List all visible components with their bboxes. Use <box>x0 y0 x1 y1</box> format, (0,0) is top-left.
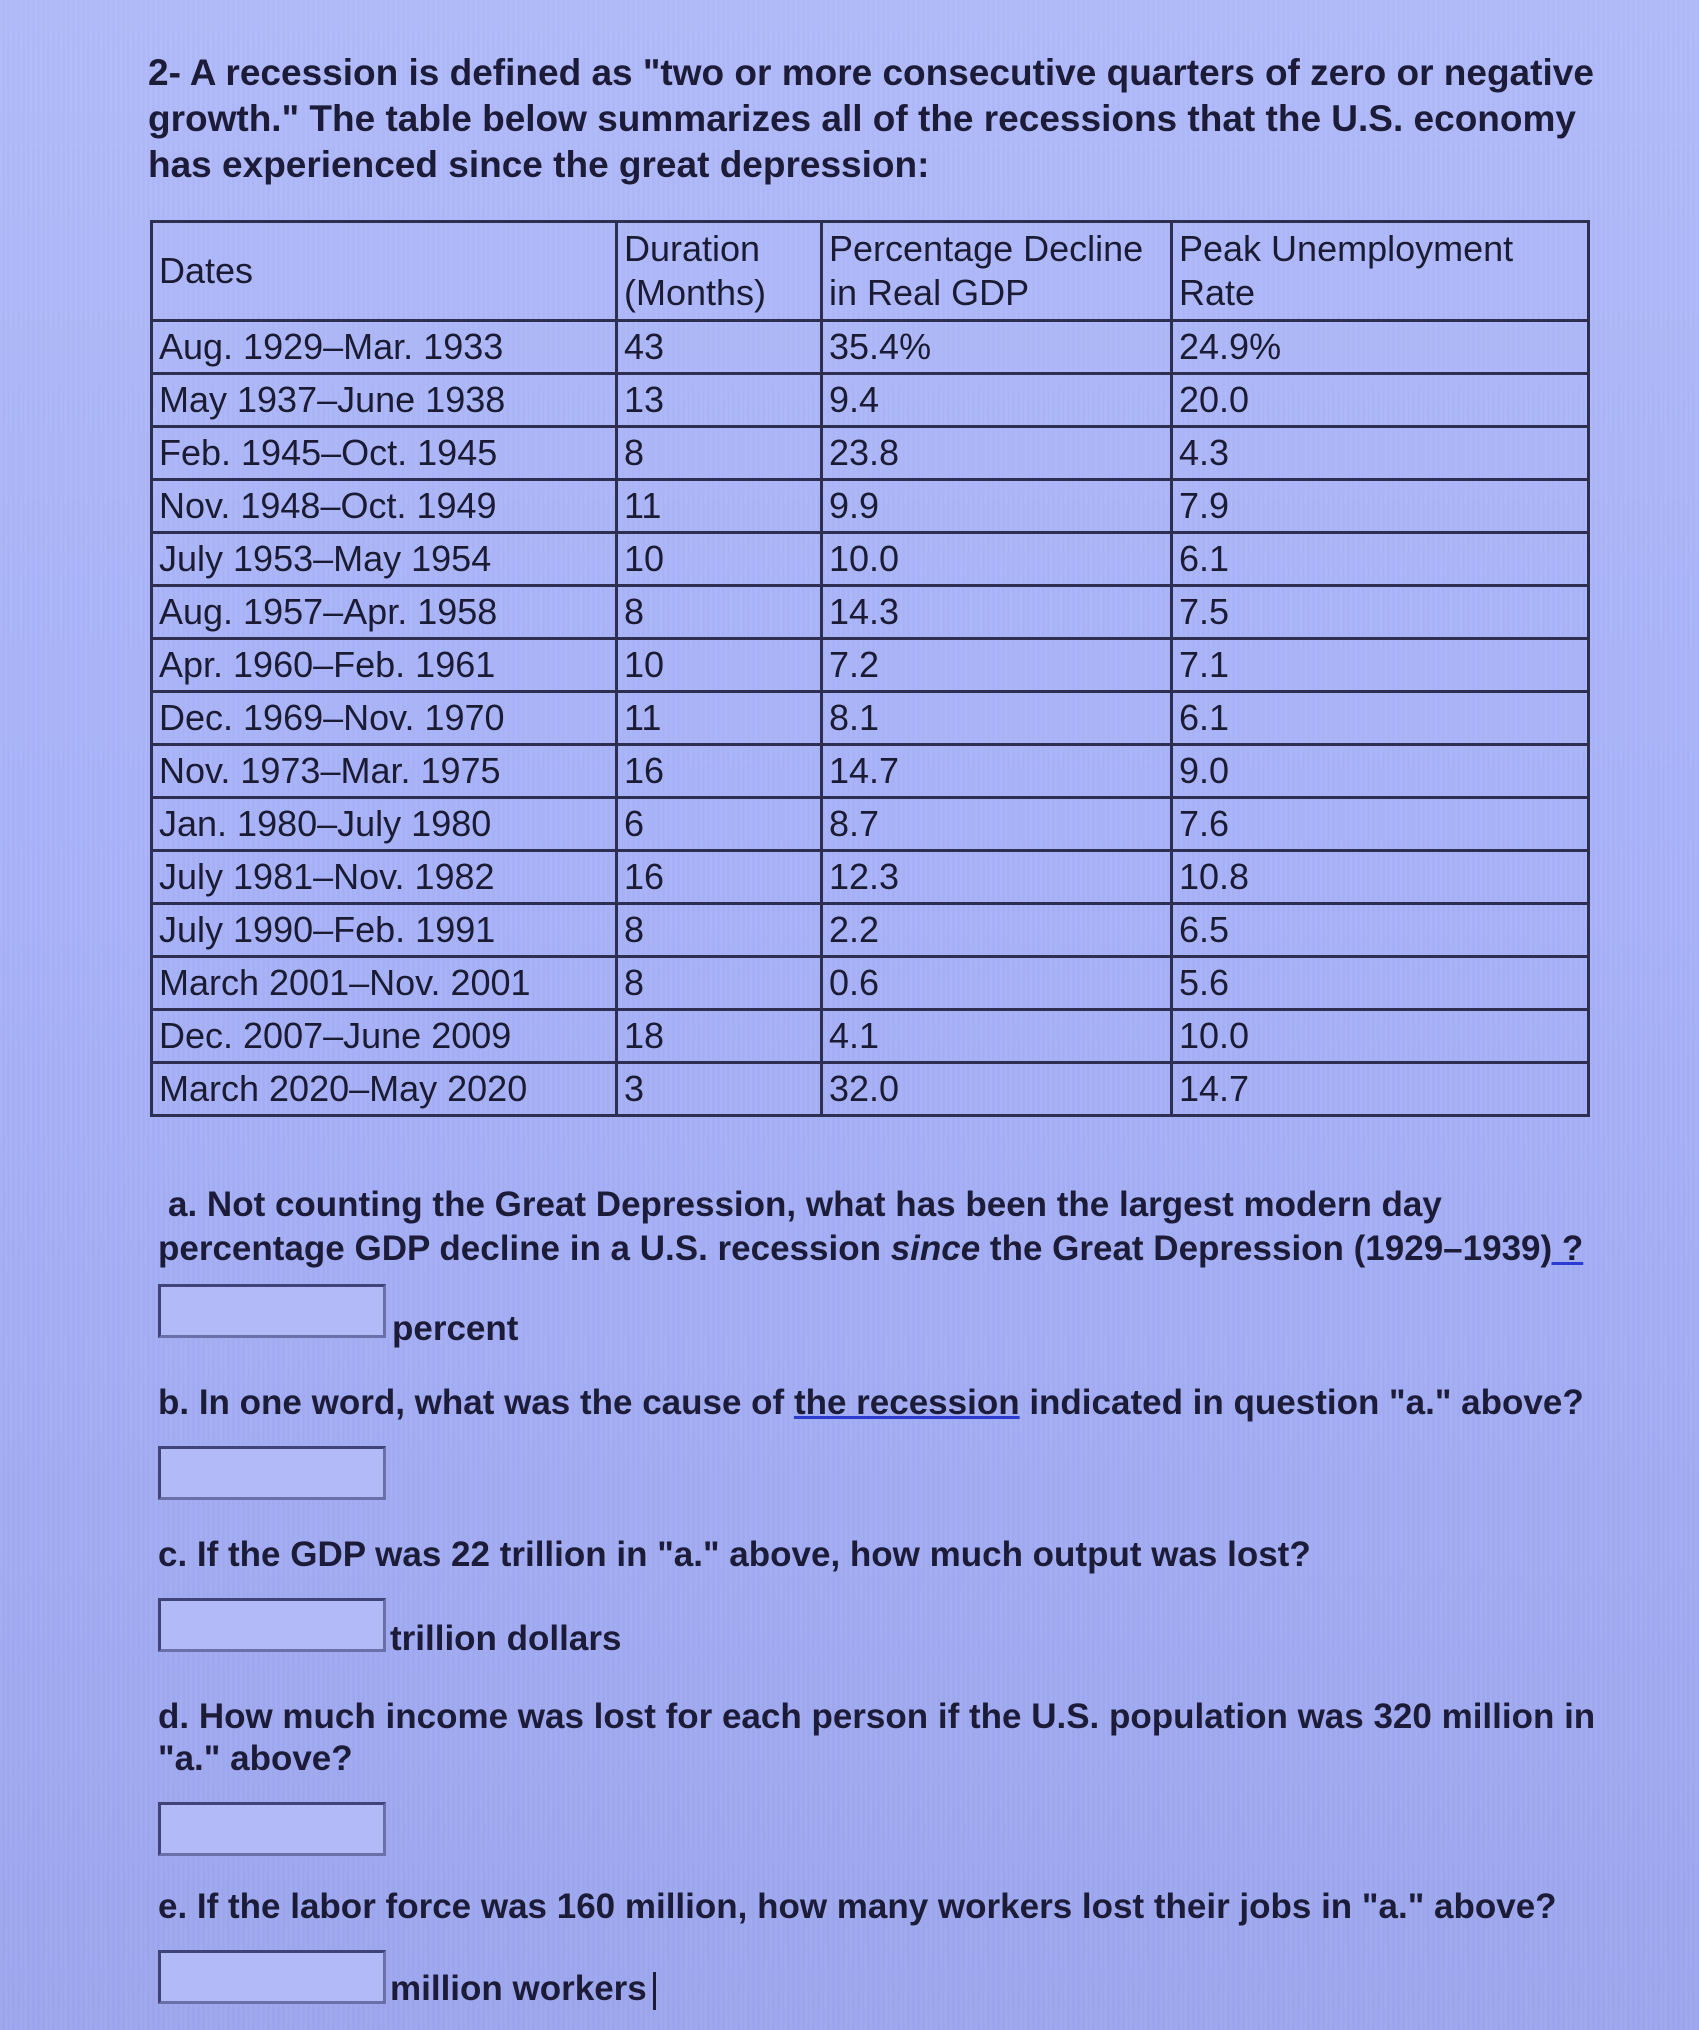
table-row <box>152 480 1589 533</box>
question-c-answer-input[interactable] <box>158 1598 386 1652</box>
cell-duration: 11 <box>617 480 822 533</box>
question-e-answer-input[interactable] <box>158 1950 386 2004</box>
cell-gdp-decline: 14.3 <box>822 586 1172 639</box>
header-peak-unemployment: Peak Unemployment Rate <box>1172 222 1589 321</box>
cell-peak-unemployment: 7.9 <box>1172 480 1589 533</box>
cell-dates: July 1990–Feb. 1991 <box>152 904 617 957</box>
recessions-table <box>150 220 1590 1117</box>
cell-gdp-decline: 23.8 <box>822 427 1172 480</box>
cell-gdp-decline: 8.1 <box>822 692 1172 745</box>
cell-dates: Dec. 1969–Nov. 1970 <box>152 692 617 745</box>
table-row <box>152 321 1589 374</box>
cell-peak-unemployment: 7.6 <box>1172 798 1589 851</box>
question-a-line2-text: percentage GDP decline in a U.S. recession <box>158 1229 891 1268</box>
cell-peak-unemployment: 7.5 <box>1172 586 1589 639</box>
question-e-unit <box>390 1968 656 2010</box>
text-cursor <box>653 1972 656 2010</box>
cell-duration: 8 <box>617 427 822 480</box>
cell-dates: Aug. 1929–Mar. 1933 <box>152 321 617 374</box>
intro-paragraph: 2- A recession is defined as "two or more consecutive quarters of zero or negative growth." The table below summarizes all of the recessions that the U.S. economy has experienced since the great depression: <box>148 52 1594 185</box>
question-e-unit-text: million workers <box>390 1969 647 2008</box>
question-c: c. If the GDP was 22 trillion in "a." above, how much output was lost? <box>158 1535 1311 1574</box>
cell-peak-unemployment: 5.6 <box>1172 957 1589 1010</box>
table-header-row <box>152 222 1589 321</box>
table-row <box>152 798 1589 851</box>
cell-duration: 10 <box>617 639 822 692</box>
cell-gdp-decline: 4.1 <box>822 1010 1172 1063</box>
cell-duration: 16 <box>617 851 822 904</box>
cell-duration: 18 <box>617 1010 822 1063</box>
cell-duration: 8 <box>617 904 822 957</box>
question-a-line1: a. Not counting the Great Depression, what has been the largest modern day <box>168 1185 1442 1224</box>
cell-gdp-decline: 2.2 <box>822 904 1172 957</box>
cell-duration: 3 <box>617 1063 822 1116</box>
cell-gdp-decline: 14.7 <box>822 745 1172 798</box>
question-b-link[interactable]: the recession <box>793 1383 1020 1422</box>
cell-dates: Dec. 2007–June 2009 <box>152 1010 617 1063</box>
table-row <box>152 427 1589 480</box>
question-b-tail: indicated in question "a." above? <box>1019 1383 1584 1422</box>
cell-duration: 16 <box>617 745 822 798</box>
cell-duration: 8 <box>617 957 822 1010</box>
cell-gdp-decline: 9.4 <box>822 374 1172 427</box>
header-dates: Dates <box>152 222 617 321</box>
cell-peak-unemployment: 9.0 <box>1172 745 1589 798</box>
cell-gdp-decline: 7.2 <box>822 639 1172 692</box>
table-row <box>152 639 1589 692</box>
table-row <box>152 745 1589 798</box>
table-body <box>152 321 1589 1116</box>
cell-duration: 10 <box>617 533 822 586</box>
question-d-line1: d. How much income was lost for each person if the U.S. population was 320 million in <box>158 1697 1596 1736</box>
cell-dates: Apr. 1960–Feb. 1961 <box>152 639 617 692</box>
cell-dates: Aug. 1957–Apr. 1958 <box>152 586 617 639</box>
cell-duration: 13 <box>617 374 822 427</box>
cell-peak-unemployment: 7.1 <box>1172 639 1589 692</box>
question-a-link[interactable]: ) ? <box>1540 1229 1584 1268</box>
cell-dates: Jan. 1980–July 1980 <box>152 798 617 851</box>
cell-peak-unemployment: 10.8 <box>1172 851 1589 904</box>
cell-gdp-decline: 35.4% <box>822 321 1172 374</box>
cell-duration: 43 <box>617 321 822 374</box>
table-row <box>152 374 1589 427</box>
header-gdp-decline: Percentage Decline in Real GDP <box>822 222 1172 321</box>
cell-duration: 11 <box>617 692 822 745</box>
question-a-answer-input[interactable] <box>158 1284 386 1338</box>
question-a-unit: percent <box>392 1309 519 1348</box>
cell-gdp-decline: 10.0 <box>822 533 1172 586</box>
cell-duration: 8 <box>617 586 822 639</box>
cell-peak-unemployment: 24.9% <box>1172 321 1589 374</box>
table-row <box>152 533 1589 586</box>
table-row <box>152 1010 1589 1063</box>
cell-dates: March 2020–May 2020 <box>152 1063 617 1116</box>
cell-gdp-decline: 12.3 <box>822 851 1172 904</box>
cell-peak-unemployment: 6.1 <box>1172 533 1589 586</box>
cell-dates: July 1981–Nov. 1982 <box>152 851 617 904</box>
question-b <box>158 1382 1638 1424</box>
question-a-line2-tail: the Great Depression (1929–1939 <box>980 1229 1541 1268</box>
table-row <box>152 904 1589 957</box>
question-e: e. If the labor force was 160 million, how many workers lost their jobs in "a." above? <box>158 1887 1557 1926</box>
cell-duration: 6 <box>617 798 822 851</box>
cell-dates: Nov. 1973–Mar. 1975 <box>152 745 617 798</box>
cell-peak-unemployment: 4.3 <box>1172 427 1589 480</box>
table-row <box>152 957 1589 1010</box>
cell-dates: Feb. 1945–Oct. 1945 <box>152 427 617 480</box>
table-row <box>152 851 1589 904</box>
question-d-answer-input[interactable] <box>158 1802 386 1856</box>
cell-gdp-decline: 9.9 <box>822 480 1172 533</box>
question-c-unit: trillion dollars <box>390 1619 622 1658</box>
question-a-line2 <box>158 1228 1638 1270</box>
cell-peak-unemployment: 6.5 <box>1172 904 1589 957</box>
cell-peak-unemployment: 20.0 <box>1172 374 1589 427</box>
question-b-answer-input[interactable] <box>158 1446 386 1500</box>
cell-gdp-decline: 8.7 <box>822 798 1172 851</box>
cell-gdp-decline: 0.6 <box>822 957 1172 1010</box>
cell-dates: May 1937–June 1938 <box>152 374 617 427</box>
table-row <box>152 692 1589 745</box>
cell-dates: July 1953–May 1954 <box>152 533 617 586</box>
cell-dates: March 2001–Nov. 2001 <box>152 957 617 1010</box>
question-b-text: b. In one word, what was the cause of <box>158 1383 794 1422</box>
cell-peak-unemployment: 6.1 <box>1172 692 1589 745</box>
cell-gdp-decline: 32.0 <box>822 1063 1172 1116</box>
cell-peak-unemployment: 14.7 <box>1172 1063 1589 1116</box>
table-row <box>152 586 1589 639</box>
cell-dates: Nov. 1948–Oct. 1949 <box>152 480 617 533</box>
header-duration: Duration (Months) <box>617 222 822 321</box>
table-row <box>152 1063 1589 1116</box>
question-a-italic: since <box>890 1229 981 1268</box>
cell-peak-unemployment: 10.0 <box>1172 1010 1589 1063</box>
question-d-line2: "a." above? <box>158 1739 353 1778</box>
